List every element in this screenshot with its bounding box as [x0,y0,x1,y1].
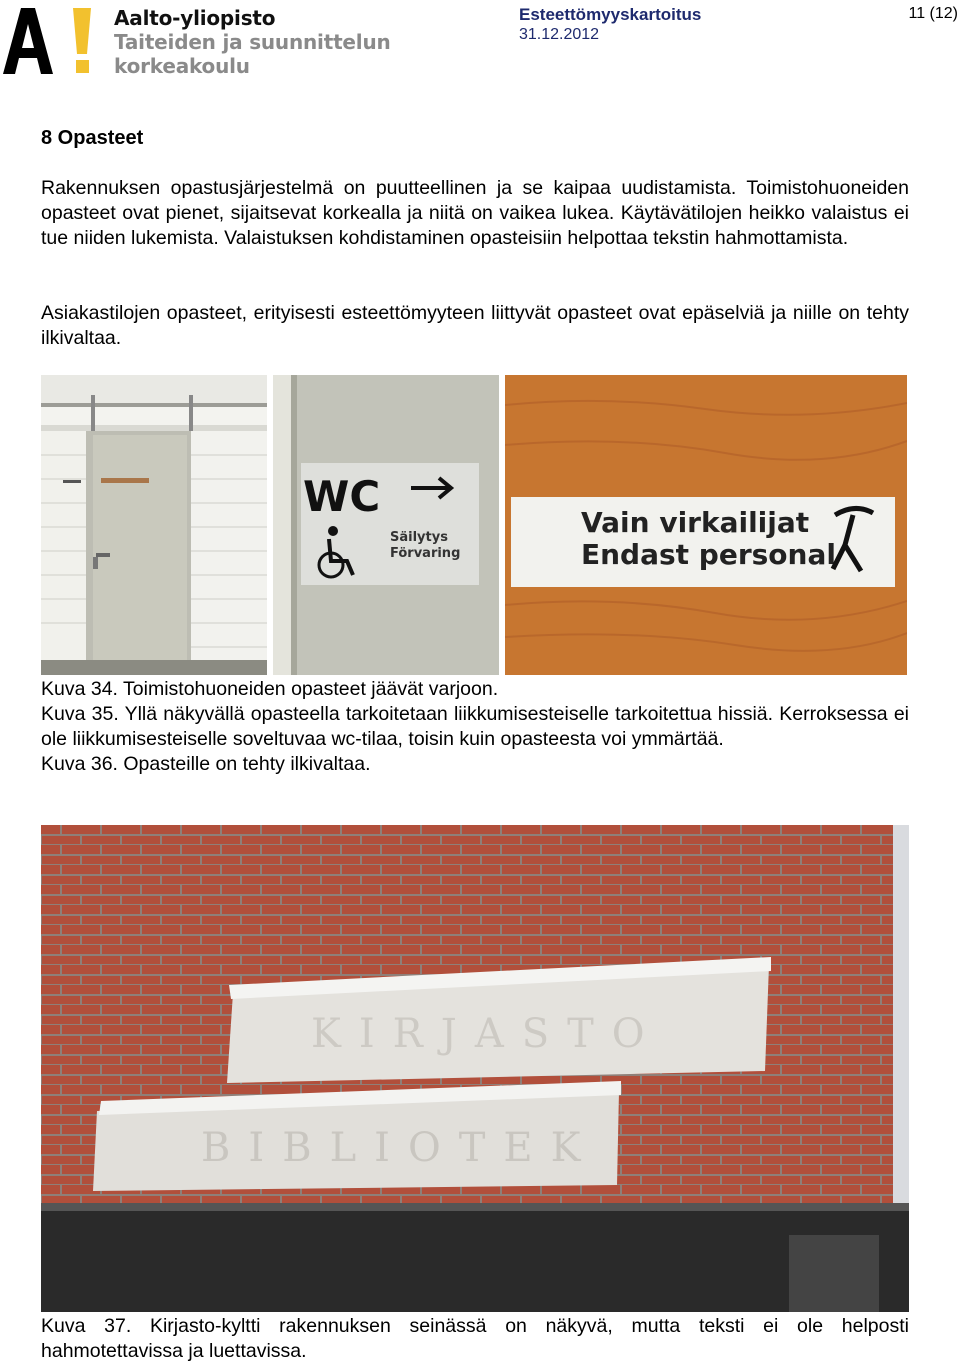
staff-sign-line-1: Vain virkailijat [581,506,810,539]
library-sign-photo [41,825,909,1312]
page-number: 11 (12) [908,5,958,22]
wc-sign-photo [273,375,499,675]
wc-label: WC [303,472,381,521]
logo-line-3: korkeakoulu [114,54,250,78]
caption-kuva-35: Kuva 35. Yllä näkyvällä opasteella tarkoitetaan liikkumisesteiselle tarkoitettua hissiä. Kerroksessa ei ole liikkumisesteiselle soveltuvaa wc-tilaa, toisin kuin opasteesta voi ymmärtää. [41,703,909,750]
logo-text [114,6,391,78]
library-sign-line-2: BIBLIOTEK [201,1125,599,1171]
document-date: 31.12.2012 [519,26,600,43]
wc-sign-line-2: Förvaring [390,546,461,561]
staff-sign-photo [505,375,907,675]
captions-block [41,677,909,777]
caption-kuva-36: Kuva 36. Opasteille on tehty ilkivaltaa. [41,753,371,775]
document-title: Esteettömyyskartoitus [519,5,702,24]
office-door-photo [41,375,267,675]
aalto-logo [3,6,93,74]
section-heading: 8 Opasteet [41,127,144,149]
caption-kuva-37: Kuva 37. Kirjasto-kyltti rakennuksen seinässä on näkyvä, mutta teksti ei ole helposti hahmotettavissa ja luettavissa. [41,1315,909,1362]
logo-line-1: Aalto-yliopisto [114,6,276,30]
staff-sign-line-2: Endast personal [581,538,836,571]
library-sign-line-1: KIRJASTO [311,1011,663,1057]
logo-line-2: Taiteiden ja suunnittelun [114,30,391,54]
paragraph-1: Rakennuksen opastusjärjestelmä on puutteellinen ja se kaipaa uudistamista. Toimistohuoneiden opasteet ovat pienet, sijaitsevat korkealla ja niitä on vaikea lukea. Käytävätilojen heikko valaistus ei tue niiden lukemista. Valaistuksen kohdistaminen opasteisiin helpottaa tekstin hahmottamista. [41,177,909,249]
paragraph-2: Asiakastilojen opasteet, erityisesti esteettömyyteen liittyvät opasteet ovat epäselviä ja niille on tehty ilkivaltaa. [41,302,909,349]
wheelchair-icon [328,526,338,536]
wc-sign-line-1: Säilytys [390,530,448,545]
caption-kuva-34: Kuva 34. Toimistohuoneiden opasteet jäävät varjoon. [41,678,499,700]
